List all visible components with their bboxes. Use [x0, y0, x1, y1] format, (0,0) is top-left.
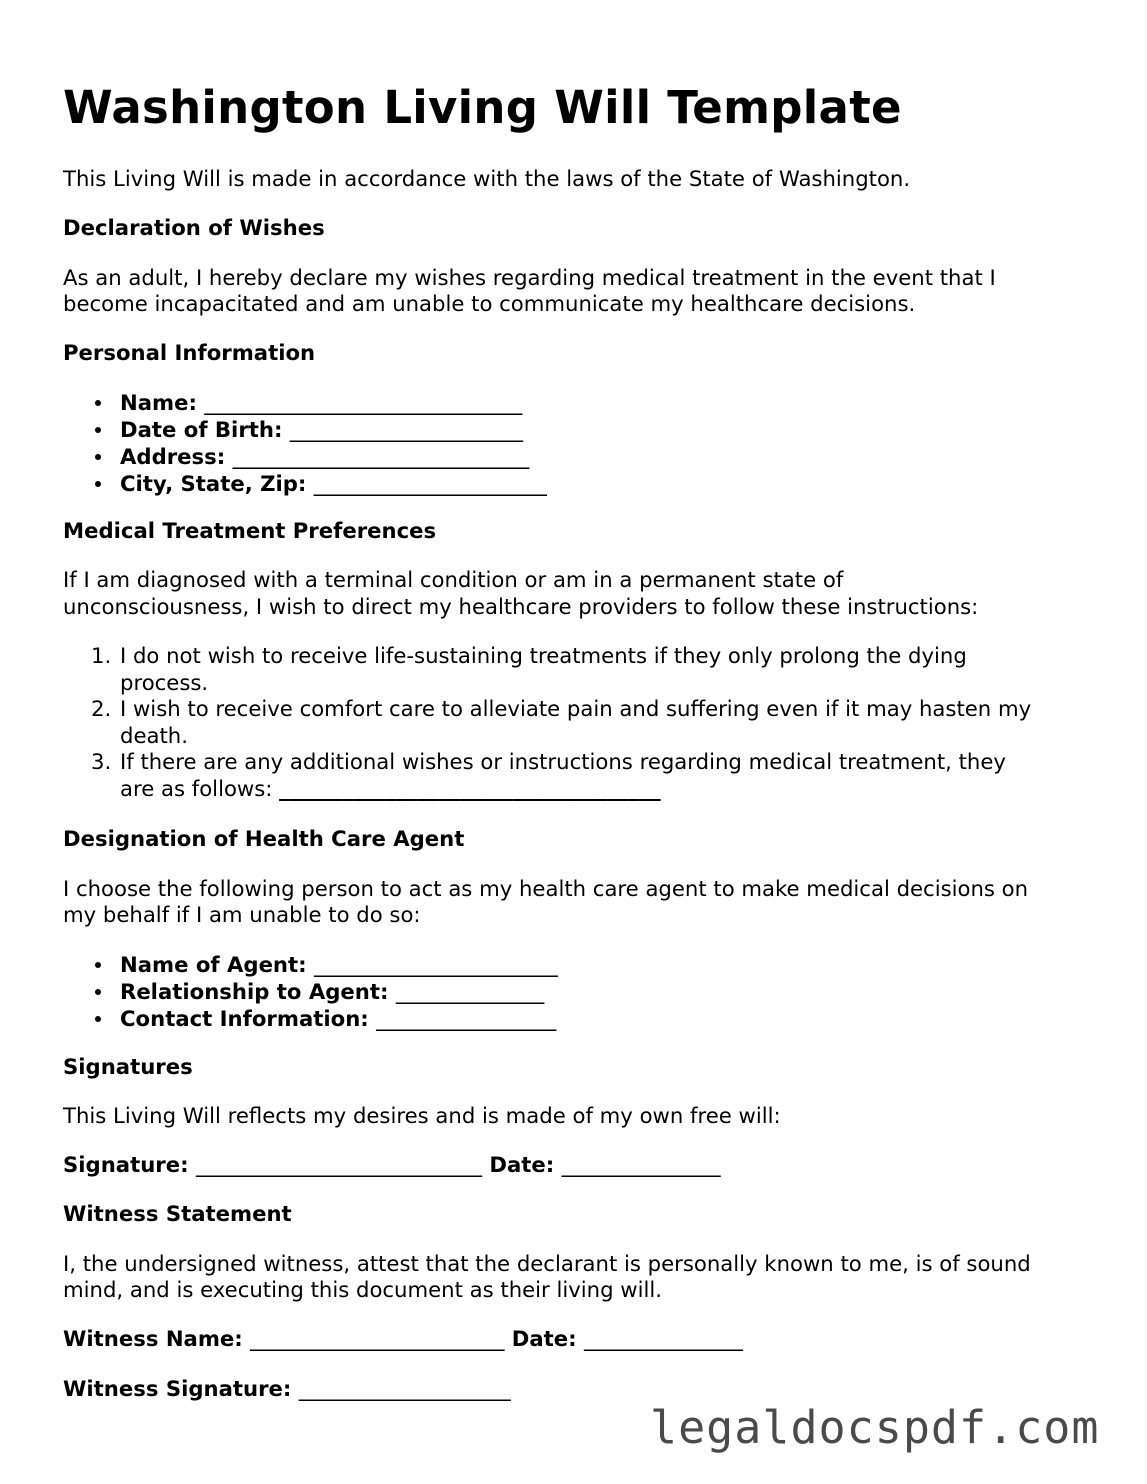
list-item — [63, 470, 547, 497]
personal-heading: Personal Information — [63, 340, 316, 365]
witness-name-label: Witness Name: — [63, 1326, 243, 1351]
list-item — [63, 416, 547, 443]
agent-info-list — [63, 951, 558, 1032]
item-number: 3. — [91, 749, 112, 775]
item-text-line2: process. — [120, 669, 209, 695]
witness-date-field[interactable]: _______________ — [584, 1326, 743, 1351]
medical-text-line2: unconsciousness, I wish to direct my healthcare providers to follow these instructions: — [63, 594, 979, 619]
name-label: Name: — [120, 390, 197, 415]
witness-signature-label: Witness Signature: — [63, 1376, 292, 1401]
signature-field[interactable]: ___________________________ — [195, 1152, 482, 1177]
signature-date-field[interactable]: _______________ — [561, 1152, 721, 1177]
witness-name-field[interactable]: ________________________ — [250, 1326, 505, 1351]
page-title: Washington Living Will Template — [63, 81, 902, 134]
witness-date-label: Date: — [511, 1326, 577, 1351]
declaration-text-line2: become incapacitated and am unable to communicate my healthcare decisions. — [63, 291, 916, 316]
contact-field[interactable]: _________________ — [376, 1006, 557, 1031]
site-watermark: legaldocspdf.com — [650, 1401, 1100, 1454]
list-item — [63, 643, 1031, 696]
item-text-line1: I do not wish to receive life-sustaining treatments if they only prolong the dying — [120, 643, 967, 668]
signature-label: Signature: — [63, 1152, 189, 1177]
declaration-heading: Declaration of Wishes — [63, 215, 325, 240]
address-label: Address: — [120, 444, 226, 469]
list-item — [63, 389, 547, 416]
witness-text-line2: mind, and is executing this document as their living will. — [63, 1277, 663, 1302]
agent-text-line1: I choose the following person to act as my health care agent to make medical decisions on — [63, 876, 1029, 901]
relationship-field[interactable]: ______________ — [395, 979, 545, 1004]
intro-text: This Living Will is made in accordance with the laws of the State of Washington. — [63, 166, 911, 191]
witness-name-line — [63, 1326, 743, 1353]
item-number: 2. — [91, 696, 112, 722]
witness-signature-field[interactable]: ____________________ — [298, 1376, 511, 1401]
medical-text-line1: If I am diagnosed with a terminal condition or am in a permanent state of — [63, 567, 844, 592]
personal-info-list — [63, 389, 547, 497]
city-state-zip-label: City, State, Zip: — [120, 471, 307, 496]
agent-name-label: Name of Agent: — [120, 952, 307, 977]
item-text-line2: death. — [120, 722, 188, 748]
signatures-text: This Living Will reflects my desires and is made of my own free will: — [63, 1103, 781, 1128]
address-field[interactable]: ____________________________ — [232, 444, 530, 469]
list-item — [63, 696, 1031, 749]
declaration-text-line1: As an adult, I hereby declare my wishes regarding medical treatment in the event that I — [63, 265, 996, 290]
list-item — [63, 749, 1031, 802]
agent-text-line2: my behalf if I am unable to do so: — [63, 902, 421, 927]
relationship-label: Relationship to Agent: — [120, 979, 389, 1004]
additional-wishes-field[interactable]: ____________________________________ — [279, 775, 661, 801]
medical-instructions-list — [63, 643, 1031, 803]
witness-heading: Witness Statement — [63, 1201, 292, 1226]
list-item — [63, 978, 558, 1005]
item-text-line1: I wish to receive comfort care to alleviate pain and suffering even if it may hasten my — [120, 696, 1032, 722]
agent-heading: Designation of Health Care Agent — [63, 826, 465, 851]
list-item — [63, 443, 547, 470]
list-item — [63, 1005, 558, 1032]
item-text-line1: If there are any additional wishes or instructions regarding medical treatment, they — [120, 749, 1006, 775]
signature-line — [63, 1152, 721, 1179]
agent-name-field[interactable]: _______________________ — [314, 952, 558, 977]
signatures-heading: Signatures — [63, 1054, 193, 1079]
item-number: 1. — [91, 643, 112, 668]
dob-field[interactable]: ______________________ — [289, 417, 523, 442]
medical-heading: Medical Treatment Preferences — [63, 518, 437, 543]
date-label: Date: — [489, 1152, 555, 1177]
list-item — [63, 951, 558, 978]
name-field[interactable]: ______________________________ — [204, 390, 523, 415]
witness-text-line1: I, the undersigned witness, attest that the declarant is personally known to me, is of sound — [63, 1251, 1031, 1276]
witness-signature-line — [63, 1376, 511, 1403]
city-state-zip-field[interactable]: ______________________ — [313, 471, 547, 496]
item-text-line2: are as follows: — [120, 775, 273, 801]
contact-label: Contact Information: — [120, 1006, 369, 1031]
dob-label: Date of Birth: — [120, 417, 283, 442]
